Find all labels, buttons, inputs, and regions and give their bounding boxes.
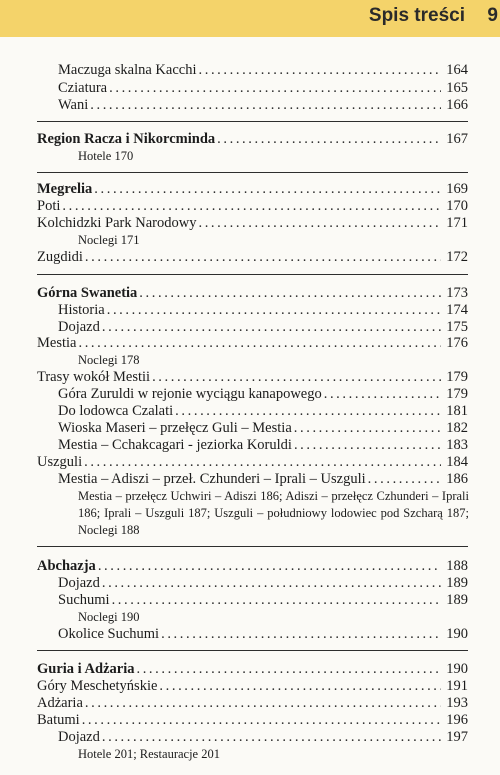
toc-entry-label: Góra Zuruldi w rejonie wyciągu kanapowego bbox=[58, 386, 322, 402]
leader-dots bbox=[294, 436, 441, 454]
leader-dots bbox=[136, 660, 441, 678]
toc-page-number: 181 bbox=[446, 403, 468, 419]
toc-entry-label: Górna Swanetia bbox=[37, 285, 138, 301]
leader-dots bbox=[62, 197, 441, 215]
toc-entry[interactable] bbox=[0, 402, 500, 420]
toc-page-number: 188 bbox=[446, 558, 468, 574]
toc-page-number: 166 bbox=[446, 97, 468, 113]
toc-page-number: 182 bbox=[446, 420, 468, 436]
leader-dots bbox=[112, 591, 441, 609]
toc-page-number: 175 bbox=[446, 319, 468, 335]
toc-entry[interactable] bbox=[0, 197, 500, 215]
leader-dots bbox=[78, 334, 441, 352]
leader-dots bbox=[217, 130, 441, 148]
toc-page-number: 189 bbox=[446, 575, 468, 591]
toc-entry-label: Maczuga skalna Kacchi bbox=[58, 62, 197, 78]
toc-subentry: Noclegi 171 bbox=[78, 233, 140, 247]
toc-page-number: 171 bbox=[446, 215, 468, 231]
toc-entry[interactable] bbox=[0, 301, 500, 319]
section-divider bbox=[37, 650, 468, 651]
page-number: 9 bbox=[487, 5, 498, 26]
leader-dots bbox=[159, 677, 441, 695]
toc-entry[interactable] bbox=[0, 711, 500, 729]
toc-entry[interactable] bbox=[0, 436, 500, 454]
leader-dots bbox=[102, 728, 441, 746]
toc-entry-label: Adżaria bbox=[37, 695, 83, 711]
toc-entry[interactable] bbox=[0, 368, 500, 386]
toc-entry-label: Megrelia bbox=[37, 181, 93, 197]
toc-section-heading[interactable] bbox=[0, 284, 500, 302]
toc-page-number: 179 bbox=[446, 386, 468, 402]
leader-dots bbox=[294, 419, 441, 437]
toc-entry[interactable] bbox=[0, 214, 500, 232]
toc-entry-label: Mestia bbox=[37, 335, 77, 351]
leader-dots bbox=[199, 61, 442, 79]
toc-subentry: Hotele 170 bbox=[78, 149, 134, 163]
toc-entry-label: Cziatura bbox=[58, 80, 108, 96]
toc-page-number: 183 bbox=[446, 437, 468, 453]
toc-page-number: 169 bbox=[446, 181, 468, 197]
toc-entry[interactable] bbox=[0, 625, 500, 643]
toc-entry-label: Batumi bbox=[37, 712, 80, 728]
toc-page-number: 172 bbox=[446, 249, 468, 265]
toc-page-number: 191 bbox=[446, 678, 468, 694]
toc-page-number: 193 bbox=[446, 695, 468, 711]
toc-entry-label: Zugdidi bbox=[37, 249, 83, 265]
toc-page-number: 197 bbox=[446, 729, 468, 745]
leader-dots bbox=[139, 284, 441, 302]
toc-entry-label: Historia bbox=[58, 302, 105, 318]
toc-page-number: 190 bbox=[446, 661, 468, 677]
toc-page-number: 174 bbox=[446, 302, 468, 318]
toc-entry-label: Dojazd bbox=[58, 729, 100, 745]
leader-dots bbox=[98, 557, 441, 575]
section-divider bbox=[37, 274, 468, 275]
toc-entry-label: Abchazja bbox=[37, 558, 96, 574]
toc-entry-label: Poti bbox=[37, 198, 61, 214]
leader-dots bbox=[152, 368, 441, 386]
leader-dots bbox=[368, 470, 441, 488]
toc-entry-label: Mestia – Adiszi – przeł. Czhunderi – Iprali – Uszguli bbox=[58, 471, 366, 487]
toc-entry-label: Dojazd bbox=[58, 319, 100, 335]
toc-section-heading[interactable] bbox=[0, 180, 500, 198]
leader-dots bbox=[324, 385, 441, 403]
toc-section-heading[interactable] bbox=[0, 660, 500, 678]
toc-entry-label: Suchumi bbox=[58, 592, 110, 608]
toc-entry[interactable] bbox=[0, 728, 500, 746]
toc-page-number: 173 bbox=[446, 285, 468, 301]
toc-entry-label: Do lodowca Czalati bbox=[58, 403, 174, 419]
toc-entry[interactable] bbox=[0, 694, 500, 712]
page-title: Spis treści bbox=[368, 5, 465, 26]
toc-entry-label: Kolchidzki Park Narodowy bbox=[37, 215, 197, 231]
toc-entry[interactable] bbox=[0, 248, 500, 266]
toc-section-heading[interactable] bbox=[0, 557, 500, 575]
toc-entry-label: Wani bbox=[58, 97, 89, 113]
toc-page-number: 186 bbox=[446, 471, 468, 487]
toc-page-number: 164 bbox=[446, 62, 468, 78]
toc-entry-label: Guria i Adżaria bbox=[37, 661, 135, 677]
leader-dots bbox=[85, 248, 441, 266]
toc-entry-label: Region Racza i Nikorcminda bbox=[37, 131, 216, 147]
toc-page-number: 165 bbox=[446, 80, 468, 96]
leader-dots bbox=[85, 694, 441, 712]
toc-entry-label: Mestia – Cchakcagari - jeziorka Koruldi bbox=[58, 437, 292, 453]
toc-entry[interactable] bbox=[0, 385, 500, 403]
toc-entry-label: Trasy wokół Mestii bbox=[37, 369, 151, 385]
toc-entry[interactable] bbox=[0, 419, 500, 437]
leader-dots bbox=[94, 180, 441, 198]
toc-page-number: 167 bbox=[446, 131, 468, 147]
leader-dots bbox=[161, 625, 441, 643]
section-divider bbox=[37, 121, 468, 122]
leader-dots bbox=[107, 301, 441, 319]
toc-entry-label: Dojazd bbox=[58, 575, 100, 591]
toc-subentry: Noclegi 178 bbox=[78, 353, 140, 367]
toc-entry[interactable] bbox=[0, 79, 500, 97]
leader-dots bbox=[90, 96, 441, 114]
toc-subentry: Noclegi 190 bbox=[78, 610, 140, 624]
toc-entry[interactable] bbox=[0, 574, 500, 592]
toc-subentry: Hotele 201; Restauracje 201 bbox=[78, 747, 220, 761]
toc-page-number: 179 bbox=[446, 369, 468, 385]
toc-page-number: 170 bbox=[446, 198, 468, 214]
toc-entry[interactable] bbox=[0, 334, 500, 352]
leader-dots bbox=[198, 214, 441, 232]
toc-entry-label: Góry Meschetyńskie bbox=[37, 678, 158, 694]
leader-dots bbox=[175, 402, 441, 420]
toc-entry[interactable] bbox=[0, 61, 500, 79]
toc-page-number: 184 bbox=[446, 454, 468, 470]
leader-dots bbox=[82, 711, 441, 729]
toc-section-heading[interactable] bbox=[0, 130, 500, 148]
toc-page-number: 189 bbox=[446, 592, 468, 608]
toc-entry[interactable] bbox=[0, 677, 500, 695]
toc-subentry-block: Mestia – przełęcz Uchwiri – Adiszi 186; Adiszi – przełęcz Czhunderi – Iprali 186; Iprali – Uszguli 187; Uszguli – południowy lodowiec pod Szcharą 187; Noclegi 188 bbox=[78, 489, 469, 537]
toc-entry-label: Wioska Maseri – przełęcz Guli – Mestia bbox=[58, 420, 292, 436]
leader-dots bbox=[84, 453, 441, 471]
leader-dots bbox=[102, 574, 441, 592]
toc-entry-label: Uszguli bbox=[37, 454, 83, 470]
section-divider bbox=[37, 172, 468, 173]
toc-page-number: 176 bbox=[446, 335, 468, 351]
toc-page-number: 190 bbox=[446, 626, 468, 642]
toc-entry[interactable] bbox=[0, 470, 500, 488]
leader-dots bbox=[109, 79, 441, 97]
toc-entry-label: Okolice Suchumi bbox=[58, 626, 160, 642]
toc-entry[interactable] bbox=[0, 96, 500, 114]
section-divider bbox=[37, 546, 468, 547]
toc-entry[interactable] bbox=[0, 453, 500, 471]
toc-entry[interactable] bbox=[0, 591, 500, 609]
toc-page-number: 196 bbox=[446, 712, 468, 728]
